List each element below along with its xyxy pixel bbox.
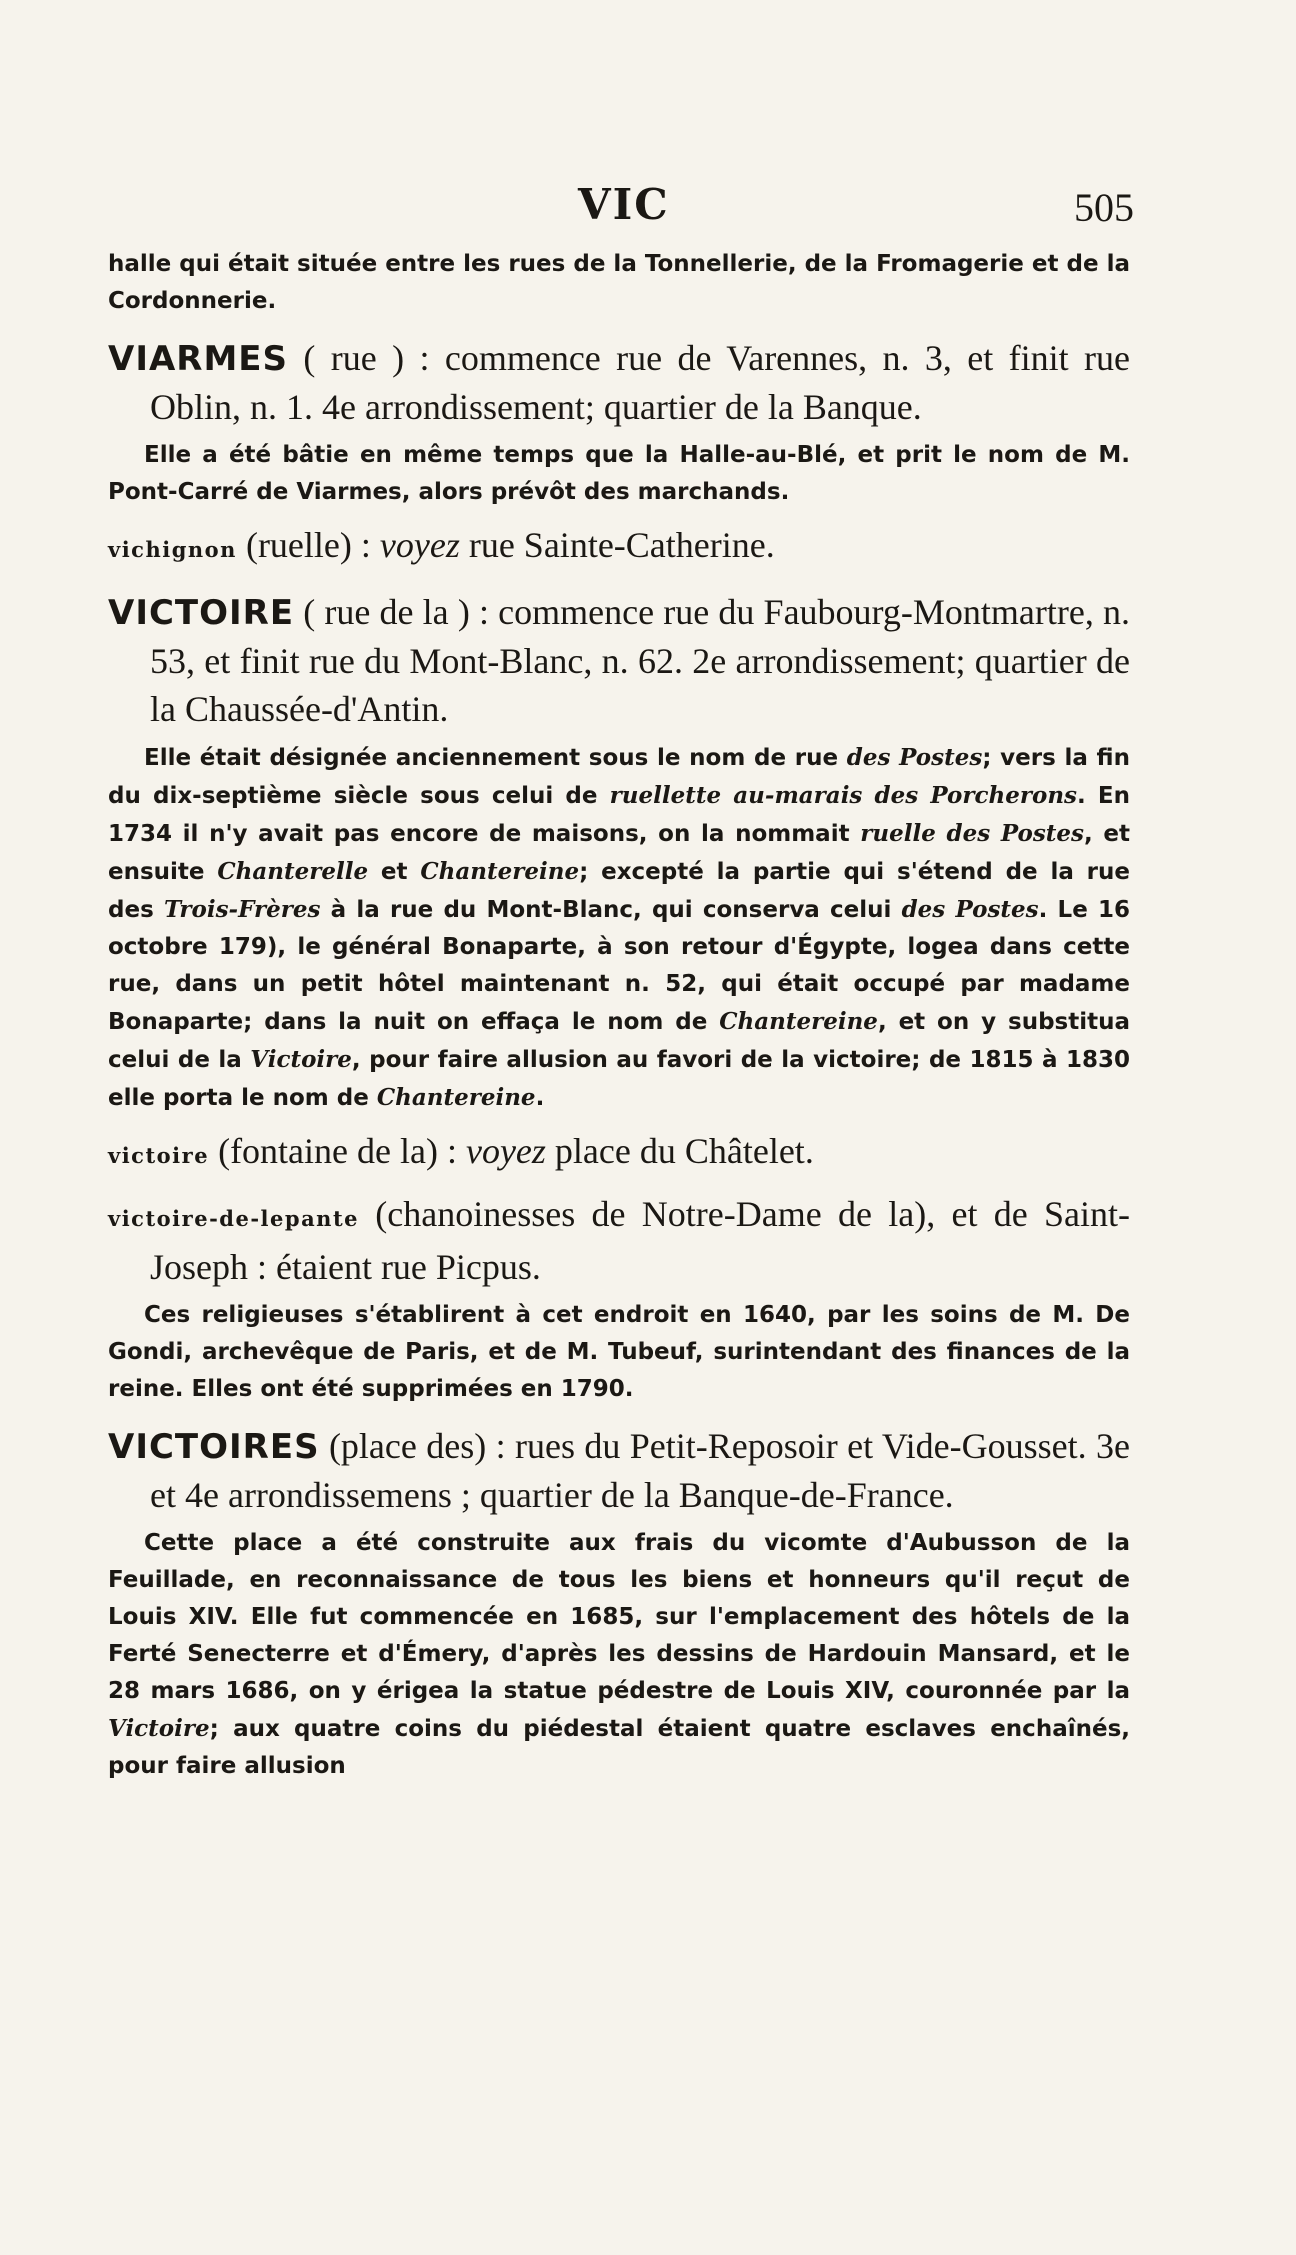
- entry-definition-target: rue Sainte-Catherine.: [459, 525, 775, 565]
- headword: VIARMES: [108, 339, 289, 379]
- running-head-title: VIC: [578, 180, 670, 229]
- note-text: .: [535, 1085, 545, 1111]
- note-text: Elle était désignée anciennement sous le nom de rue: [144, 745, 847, 771]
- note-text: , pour faire allusion au favori de la victoire; de 1815 à 1830 elle porta le nom de: [108, 1047, 1130, 1111]
- entry-note: Ces religieuses s'établirent à cet endroit en 1640, par les soins de M. De Gondi, archevêque de Paris, et de M. Tubeuf, surintendant des finances de la reine. Elles ont été supprimées en 1790.: [108, 1302, 1130, 1402]
- headword: VICTOIRE: [108, 593, 295, 633]
- entry-definition: (fontaine de la) :: [209, 1131, 466, 1171]
- headword: victoire: [108, 1143, 210, 1168]
- note-text: , et ensuite: [108, 821, 1130, 885]
- note-text: ; aux quatre coins du piédestal étaient quatre esclaves enchaînés, pour faire allusion: [108, 1716, 1130, 1779]
- cross-reference: voyez: [465, 1131, 546, 1171]
- cross-reference: voyez: [379, 525, 460, 565]
- page-body: [108, 246, 1130, 1791]
- entry-definition: (place des) : rues du Petit-Reposoir et Vide-Gousset. 3e et 4e arrondissemens ; quartier de la Banque-de-France.: [150, 1426, 1130, 1515]
- note-italic: ruellette au-marais des Porcherons: [609, 782, 1077, 809]
- note-text: Cette place a été construite aux frais du vicomte d'Aubusson de la Feuillade, en reconnaissance de tous les biens et honneurs qu'il reçut de Louis XIV. Elle fut commencée en 1685, sur l'emplacement des hôtels de la Ferté Senecterre et d'Émery, d'après les dessins de Hardouin Mansard, et le 28 mars 1686, on y érigea la statue pédestre de Louis XIV, couronnée par la: [108, 1530, 1130, 1704]
- note-text: ; excepté la partie qui s'étend de la rue des: [108, 859, 1130, 923]
- headword: victoire-de-lepante: [108, 1206, 360, 1231]
- note-text: , et on y substitua celui de la: [108, 1009, 1130, 1073]
- note-text: à la rue du Mont-Blanc, qui conserva celui: [320, 897, 902, 923]
- note-italic: Chantereine: [719, 1008, 878, 1035]
- note-italic: des Postes: [846, 744, 983, 771]
- note-italic: des Postes: [901, 896, 1039, 923]
- entry-victoire: [108, 588, 1130, 733]
- entry-viarmes: [108, 334, 1130, 431]
- running-head: [0, 180, 1296, 240]
- entry-vichignon: [108, 521, 1130, 574]
- note-text: . En 1734 il n'y avait pas encore de maisons, on la nommait: [108, 783, 1130, 847]
- entry-note: [108, 739, 1130, 1117]
- entry-victoire-de-lepante: [108, 1190, 1130, 1291]
- headword: vichignon: [108, 537, 237, 562]
- headword: VICTOIRES: [108, 1427, 320, 1467]
- page-number: 505: [1074, 185, 1134, 230]
- entry-victoire-fontaine: [108, 1127, 1130, 1180]
- note-italic: Trois-Frères: [163, 896, 321, 923]
- continuation-paragraph: halle qui était située entre les rues de la Tonnellerie, de la Fromagerie et de la Cordonnerie.: [108, 251, 1130, 314]
- note-italic: Chantereine: [420, 858, 580, 885]
- note-italic: Chantereine: [376, 1084, 536, 1111]
- entry-note: [108, 1525, 1130, 1785]
- entry-note: Elle a été bâtie en même temps que la Halle-au-Blé, et prit le nom de M. Pont-Carré de Viarmes, alors prévôt des marchands.: [108, 442, 1130, 505]
- note-italic: Victoire: [108, 1715, 210, 1742]
- note-text: . Le 16 octobre 179), le général Bonaparte, à son retour d'Égypte, logea dans cette rue, dans un petit hôtel maintenant n. 52, qui était occupé par madame Bonaparte; dans la nuit on effaça le nom de: [108, 897, 1131, 1035]
- entry-definition: ( rue de la ) : commence rue du Faubourg-Montmartre, n. 53, et finit rue du Mont-Blanc, n. 62. 2e arrondissement; quartier de la Chaussée-d'Antin.: [150, 592, 1130, 729]
- note-text: ; vers la fin du dix-septième siècle sous celui de: [108, 745, 1130, 809]
- note-text: et: [368, 859, 421, 885]
- note-italic: Chanterelle: [217, 858, 369, 885]
- entry-definition: (ruelle) :: [236, 525, 380, 565]
- entry-definition: (chanoinesses de Notre-Dame de la), et de Saint-Joseph : étaient rue Picpus.: [150, 1194, 1130, 1287]
- note-italic: ruelle des Postes: [860, 820, 1084, 847]
- entry-definition-target: place du Châtelet.: [545, 1131, 814, 1171]
- entry-definition: ( rue ) : commence rue de Varennes, n. 3, et finit rue Oblin, n. 1. 4e arrondissement; quartier de la Banque.: [150, 338, 1130, 427]
- note-italic: Victoire: [250, 1046, 352, 1073]
- entry-victoires: [108, 1422, 1130, 1519]
